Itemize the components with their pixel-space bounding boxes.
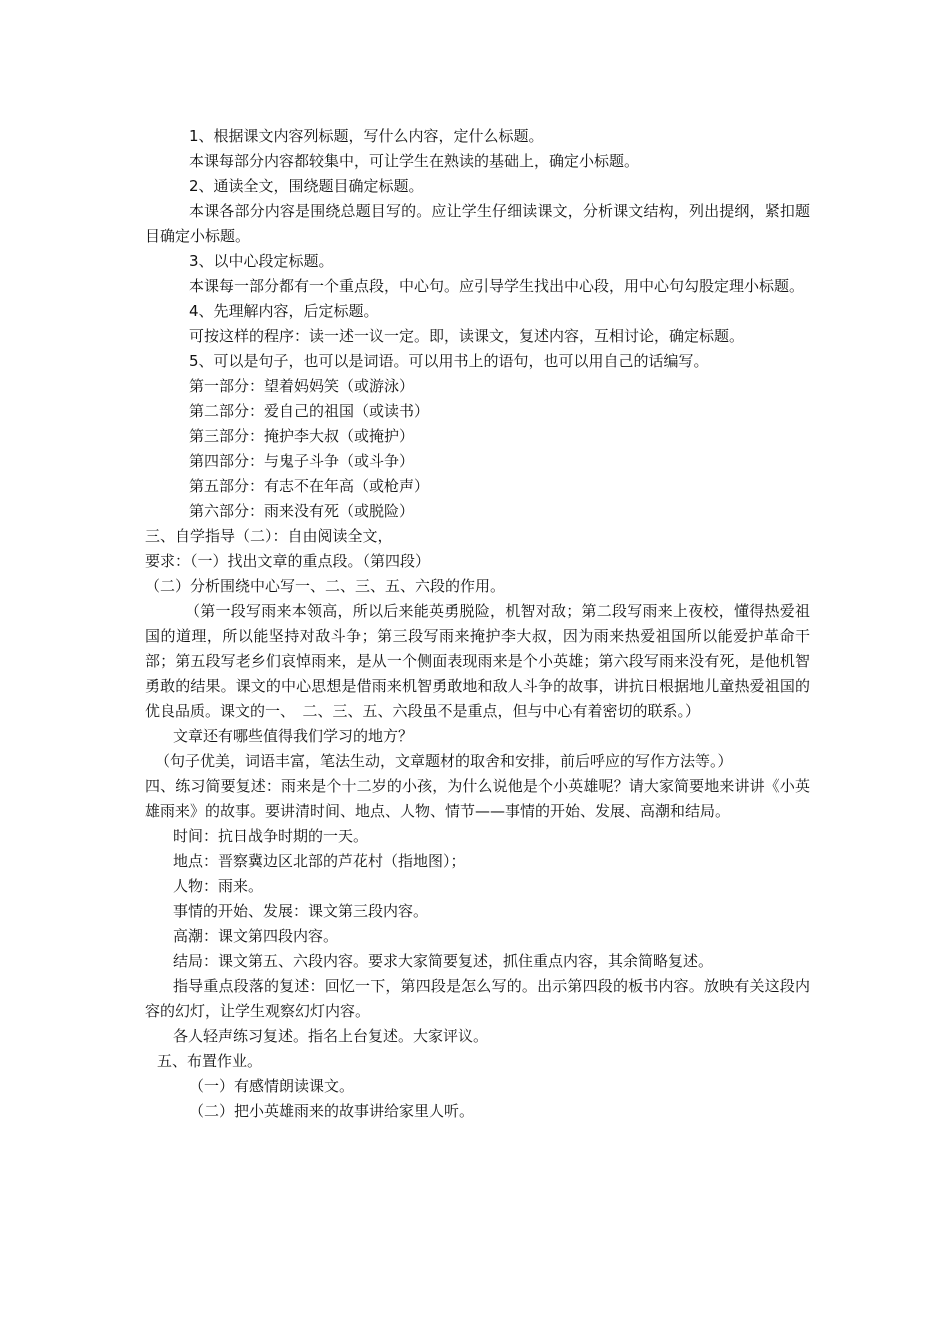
paragraph: 要求：（一）找出文章的重点段。（第四段） [145, 552, 431, 570]
paragraph: 结局：课文第五、六段内容。要求大家简要复述，抓住重点内容，其余简略复述。 [173, 952, 714, 970]
paragraph: 第三部分：掩护李大叔（或掩护） [189, 427, 415, 445]
paragraph: 2、通读全文，围绕题目确定标题。 [189, 177, 424, 195]
paragraph: 高潮：课文第四段内容。 [173, 927, 339, 945]
paragraph: （一）有感情朗读课文。 [189, 1077, 355, 1095]
paragraph: （句子优美，词语丰富，笔法生动，文章题材的取舍和安排，前后呼应的写作方法等。） [155, 752, 733, 770]
paragraph: 地点：晋察冀边区北部的芦花村（指地图）； [173, 852, 466, 870]
document-body [145, 124, 810, 1124]
section-heading: 五、布置作业。 [157, 1052, 263, 1070]
paragraph: （二）分析围绕中心写一、二、三、五、六段的作用。 [145, 577, 506, 595]
paragraph: 本课每一部分都有一个重点段，中心句。应引导学生找出中心段，用中心句勾股定理小标题。 [189, 277, 805, 295]
section-heading: 四、练习简要复述：雨来是个十二岁的小孩，为什么说他是个小英雄呢？请大家简要地来讲讲《小英雄雨来》的故事。要讲清时间、地点、人物、情节——事情的开始、发展、高潮和结局。 [145, 777, 810, 820]
paragraph: 5、可以是句子，也可以是词语。可以用书上的语句，也可以用自己的话编写。 [189, 352, 709, 370]
paragraph: 第五部分：有志不在年高（或枪声） [189, 477, 430, 495]
paragraph: 本课每部分内容都较集中，可让学生在熟读的基础上，确定小标题。 [189, 152, 640, 170]
paragraph: 3、以中心段定标题。 [189, 252, 334, 270]
paragraph: 时间：抗日战争时期的一天。 [173, 827, 369, 845]
paragraph: 文章还有哪些值得我们学习的地方？ [173, 727, 414, 745]
section-heading: 三、自学指导（二）：自由阅读全文， [145, 527, 393, 545]
paragraph: 第二部分：爱自己的祖国（或读书） [189, 402, 430, 420]
paragraph: 1、根据课文内容列标题，写什么内容，定什么标题。 [189, 127, 544, 145]
paragraph: 人物：雨来。 [173, 877, 264, 895]
paragraph: 事情的开始、发展：课文第三段内容。 [173, 902, 429, 920]
paragraph: （二）把小英雄雨来的故事讲给家里人听。 [189, 1102, 475, 1120]
paragraph: 4、先理解内容，后定标题。 [189, 302, 379, 320]
paragraph: 指导重点段落的复述：回忆一下，第四段是怎么写的。出示第四段的板书内容。放映有关这段内容的幻灯，让学生观察幻灯内容。 [145, 977, 810, 1020]
paragraph: （第一段写雨来本领高，所以后来能英勇脱险，机智对敌；第二段写雨来上夜校，懂得热爱祖国的道理，所以能坚持对敌斗争；第三段写雨来掩护李大叔，因为雨来热爱祖国所以能爱护革命干部；第五段写老乡们哀悼雨来，是从一个侧面表现雨来是个小英雄；第六段写雨来没有死，是他机智勇敢的结果。课文的中心思想是借雨来机智勇敢地和敌人斗争的故事，讲抗日根据地儿童热爱祖国的优良品质。课文的一、 二、三、五、六段虽不是重点，但与中心有着密切的联系。） [145, 602, 810, 720]
paragraph: 第四部分：与鬼子斗争（或斗争） [189, 452, 415, 470]
paragraph: 各人轻声练习复述。指名上台复述。大家评议。 [173, 1027, 489, 1045]
paragraph: 可按这样的程序：读一述一议一定。即，读课文，复述内容，互相讨论，确定标题。 [189, 327, 745, 345]
paragraph: 本课各部分内容是围绕总题目写的。应让学生仔细读课文，分析课文结构，列出提纲，紧扣题目确定小标题。 [145, 202, 810, 245]
paragraph: 第六部分：雨来没有死（或脱险） [189, 502, 415, 520]
paragraph: 第一部分：望着妈妈笑（或游泳） [189, 377, 415, 395]
